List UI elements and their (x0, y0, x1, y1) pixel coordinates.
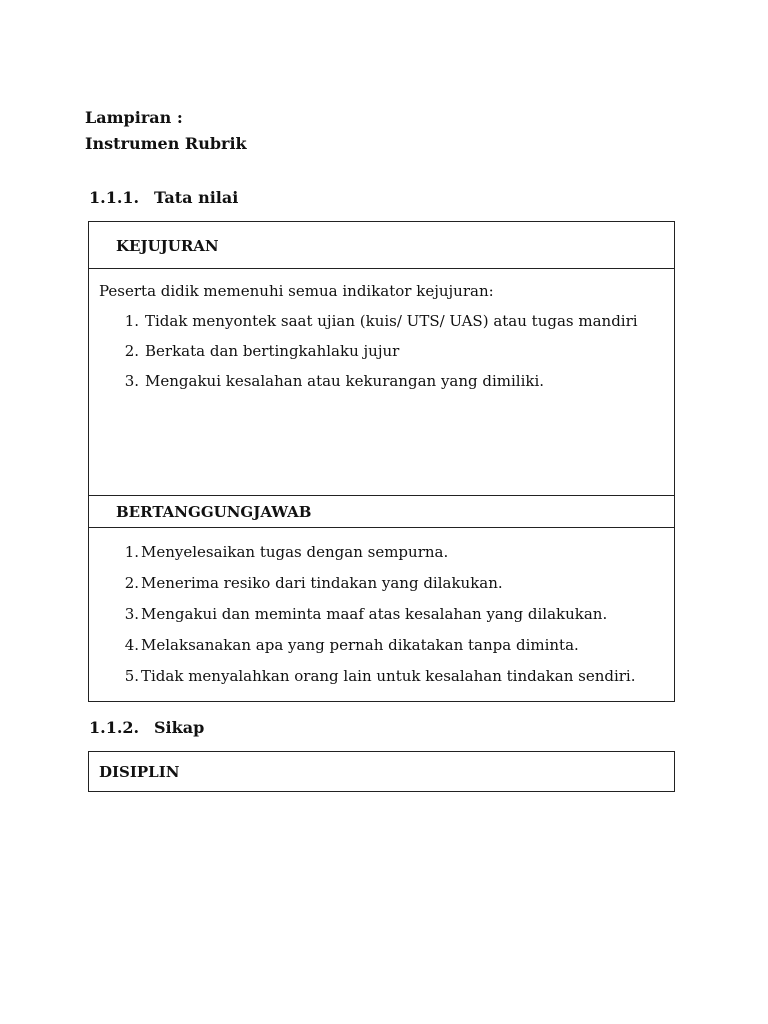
section-title: Tata nilai (154, 188, 239, 207)
section-title: Sikap (154, 718, 205, 737)
section-number: 1.1.1. (89, 188, 140, 207)
document-title: Instrumen Rubrik (85, 134, 247, 153)
bertanggungjawab-heading: BERTANGGUNGJAWAB (116, 503, 312, 521)
list-item-number: 2. (124, 574, 139, 592)
kejujuran-intro: Peserta didik memenuhi semua indikator kejujuran: (99, 282, 494, 300)
section-number: 1.1.2. (89, 718, 140, 737)
attachment-label: Lampiran : (85, 108, 183, 127)
list-item: Menyelesaikan tugas dengan sempurna. (141, 543, 449, 561)
list-item-number: 3. (124, 372, 139, 390)
list-item: Mengakui kesalahan atau kekurangan yang dimiliki. (145, 372, 545, 390)
list-item: Mengakui dan meminta maaf atas kesalahan yang dilakukan. (141, 605, 608, 623)
list-item-number: 1. (124, 312, 139, 330)
list-item-number: 1. (124, 543, 139, 561)
list-item-number: 2. (124, 342, 139, 360)
list-item: Tidak menyalahkan orang lain untuk kesalahan tindakan sendiri. (141, 667, 636, 685)
table-divider (88, 495, 675, 496)
list-item: Berkata dan bertingkahlaku jujur (145, 342, 400, 360)
disiplin-heading: DISIPLIN (99, 763, 180, 781)
table-divider (88, 268, 675, 269)
list-item: Menerima resiko dari tindakan yang dilakukan. (141, 574, 503, 592)
kejujuran-heading: KEJUJURAN (116, 237, 219, 255)
table-divider (88, 527, 675, 528)
list-item-number: 3. (124, 605, 139, 623)
list-item: Tidak menyontek saat ujian (kuis/ UTS/ UAS) atau tugas mandiri (145, 312, 638, 330)
list-item-number: 5. (124, 667, 139, 685)
list-item-number: 4. (124, 636, 139, 654)
list-item: Melaksanakan apa yang pernah dikatakan tanpa diminta. (141, 636, 579, 654)
